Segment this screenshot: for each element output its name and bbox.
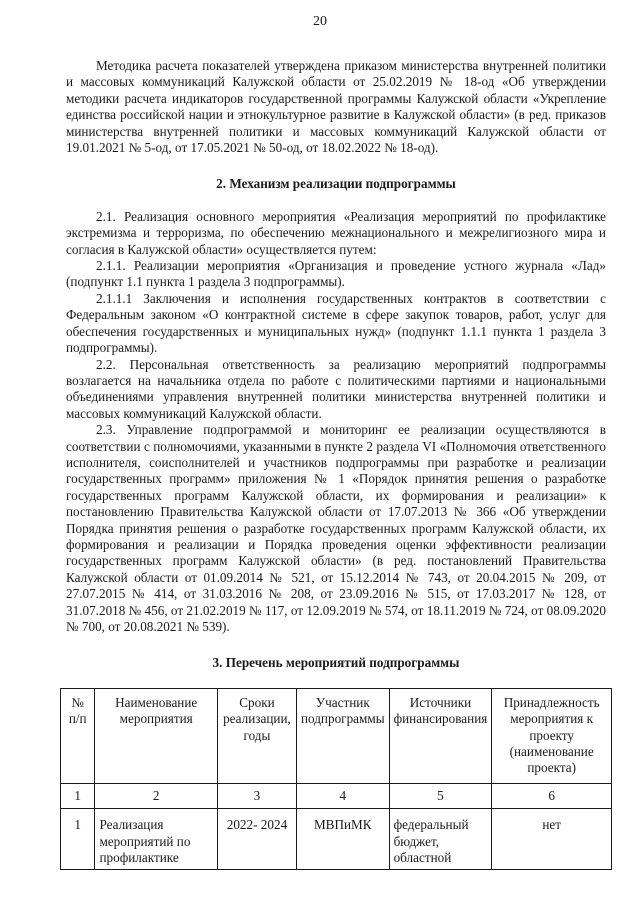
paragraph-2-1-1: 2.1.1. Реализации мероприятия «Организация и проведение устного журнала «Лад» (подпункт 1.1 пункта 1 раздела 3 подпрограммы). bbox=[66, 258, 606, 290]
paragraph-2-1: 2.1. Реализация основного мероприятия «Реализация мероприятий по профилактике экстремизма и терроризма, по обеспечению межнационального и межрелигиозного мира и согласия в Калужской области» осуществляется путем: bbox=[66, 208, 606, 257]
cell-activity-name: Реализация мероприятий по профилактике bbox=[95, 809, 217, 870]
paragraph-2-1-1-1: 2.1.1.1 Заключения и исполнения государственных контрактов в соответствии с Федеральным законом «О контрактной системе в сфере закупок товаров, работ, услуг для обеспечения государственных и муниципальных нужд» (подпункт 1.1.1 пункта 1 раздела 3 подпрограммы). bbox=[66, 290, 606, 356]
header-funding-sources: Источники финансирования bbox=[389, 688, 492, 783]
table-header-row bbox=[61, 688, 612, 783]
header-participant: Участник подпрограммы bbox=[296, 688, 389, 783]
column-number-row bbox=[61, 783, 612, 808]
paragraph-2-3: 2.3. Управление подпрограммой и мониторинг ее реализации осуществляются в соответствии с полномочиями, указанными в пункте 2 раздела VI «Полномочия ответственного исполнителя, соисполнителей и участников подпрограммы при разработке и реализации государственных программ» приложения № 1 «Порядок принятия решения о разработке государственных программ Калужской области, их формирования и реализации» к постановлению Правительства Калужской области от 17.07.2013 № 366 «Об утверждении Порядка принятия решения о разработке государственных программ Калужской области, их формирования и реализации и Порядка проведения оценки эффективности реализации государственных программ Калужской области» (в ред. постановлений Правительства Калужской области от 01.09.2014 № 521, от 15.12.2014 № 743, от 20.04.2015 № 209, от 27.07.2015 № 414, от 31.03.2016 № 208, от 23.09.2016 № 515, от 17.03.2017 № 128, от 31.07.2018 № 456, от 21.02.2019 № 117, от 12.09.2019 № 574, от 18.11.2019 № 724, от 08.09.2020 № 700, от 20.08.2021 № 539). bbox=[66, 422, 606, 634]
section-2-heading: 2. Механизм реализации подпрограммы bbox=[216, 176, 456, 192]
section-3-heading: 3. Перечень мероприятий подпрограммы bbox=[212, 655, 460, 671]
cell-participant: МВПиМК bbox=[296, 809, 389, 870]
activities-table bbox=[60, 688, 612, 871]
column-number: 1 bbox=[61, 783, 95, 808]
header-activity-name: Наименование мероприятия bbox=[95, 688, 217, 783]
table-row bbox=[61, 809, 612, 870]
column-number: 2 bbox=[95, 783, 217, 808]
column-number: 5 bbox=[389, 783, 492, 808]
cell-project-affiliation: нет bbox=[492, 809, 612, 870]
intro-paragraph: Методика расчета показателей утверждена приказом министерства внутренней политики и массовых коммуникаций Калужской области от 25.02.2019 № 18-од «Об утверждении методики расчета индикаторов государственной программы Калужской области «Укрепление единства российской нации и этнокультурное развитие в Калужской области» (в ред. приказов министерства внутренней политики и массовых коммуникаций Калужской области от 19.01.2021 № 5-од, от 17.05.2021 № 50-од, от 18.02.2022 № 18-од). bbox=[66, 58, 606, 156]
header-number: № п/п bbox=[61, 688, 95, 783]
header-timeline: Сроки реализации, годы bbox=[217, 688, 296, 783]
page-number: 20 bbox=[313, 14, 327, 29]
paragraph-2-2: 2.2. Персональная ответственность за реализацию мероприятий подпрограммы возлагается на начальника отдела по работе с политическими партиями и национальными объединениями управления внутренней политики министерства внутренней политики и массовых коммуникаций Калужской области. bbox=[66, 356, 606, 421]
cell-timeline: 2022- 2024 bbox=[217, 809, 296, 870]
header-project-affiliation: Принадлежность мероприятия к проекту (наименование проекта) bbox=[492, 688, 612, 783]
document-body bbox=[66, 58, 606, 870]
cell-number: 1 bbox=[61, 809, 95, 870]
column-number: 3 bbox=[217, 783, 296, 808]
column-number: 4 bbox=[296, 783, 389, 808]
cell-funding-sources: федеральный бюджет, областной bbox=[389, 809, 492, 870]
column-number: 6 bbox=[492, 783, 612, 808]
